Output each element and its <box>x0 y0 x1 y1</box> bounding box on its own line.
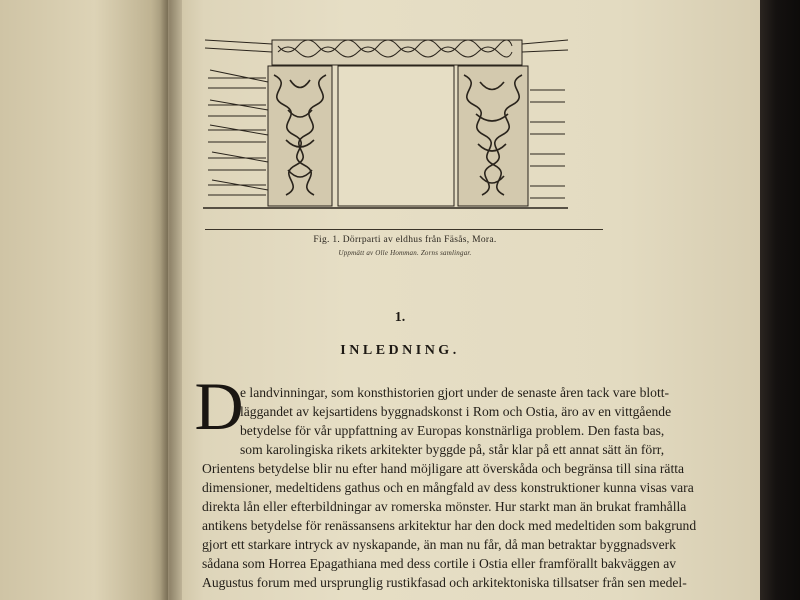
figure-subcaption: Uppmätt av Olle Homman. Zorns samlingar. <box>338 249 472 257</box>
dark-background <box>760 0 800 600</box>
door-illustration <box>200 30 570 225</box>
body-line: direkta lån eller efterbildningar av romerska mönster. Hur starkt man än brukat framhålla <box>202 499 687 514</box>
drop-cap: D <box>194 368 244 444</box>
body-line: e landvinningar, som konsthistorien gjort under de senaste åren tack vare blott- <box>240 385 670 400</box>
body-line: läggandet av kejsartidens byggnadskonst i Rom och Ostia, äro av en vittgående <box>240 404 672 419</box>
figure-caption: Fig. 1. Dörrparti av eldhus från Fäsås, Mora. <box>313 235 497 245</box>
book-gutter <box>160 0 182 600</box>
body-line: Orientens betydelse blir nu efter hand möjligare att överskåda och begränsa till sina rätta <box>202 461 685 476</box>
body-line: sådana som Horrea Epagathiana med dess cortile i Ostia eller framförallt bakväggen av <box>202 556 677 571</box>
body-line: dimensioner, medeltidens gathus och en mångfald av dess konstruktioner kunna visas vara <box>202 480 694 495</box>
body-line: betydelse för vår uppfattning av Europas konstnärliga problem. Den fasta bas, <box>240 423 665 438</box>
body-line: Augustus forum med ursprunglig rustikfasad och arkitektoniska tillsatser från sen medel- <box>202 575 687 590</box>
chapter-title: INLEDNING. <box>340 343 460 358</box>
body-line: antikens betydelse för renässansens arkitektur har den dock med medeltiden som bakgrund <box>202 518 697 533</box>
left-page <box>0 0 172 600</box>
body-line: gjort ett starkare intryck av nyskapande, än man nu får, då man betraktar byggnadsverk <box>202 537 676 552</box>
chapter-number: 1. <box>394 310 406 325</box>
body-line: som karolingiska rikets arkitekter byggde på, står klar på ett annat sätt än förr, <box>240 442 665 457</box>
caption-rule <box>205 229 603 230</box>
